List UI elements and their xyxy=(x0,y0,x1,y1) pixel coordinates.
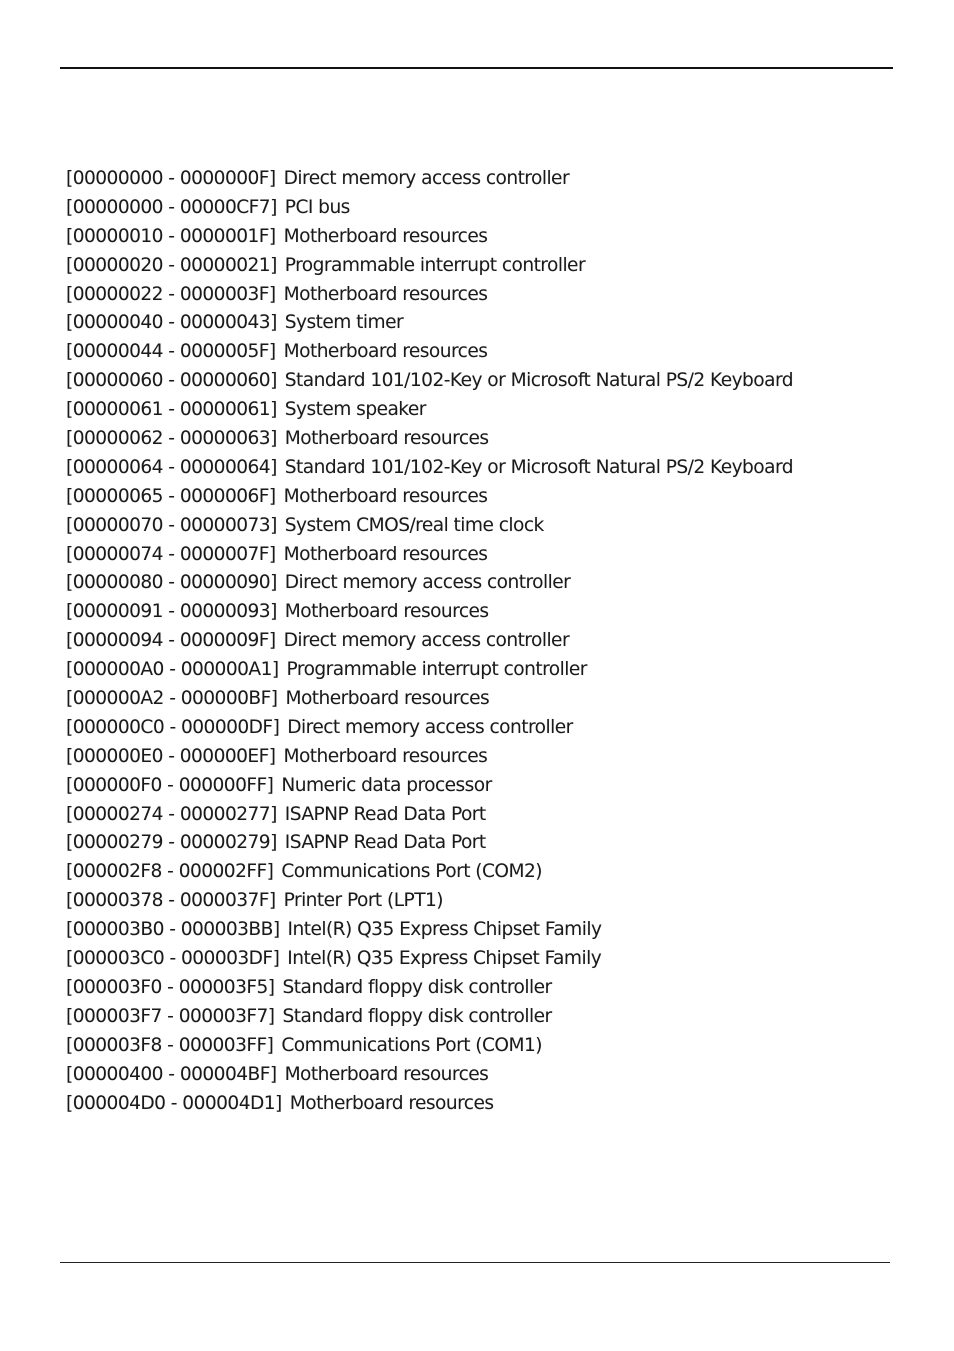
device-name: ISAPNP Read Data Port xyxy=(284,832,486,854)
device-name: PCI bus xyxy=(284,196,350,218)
device-name: Direct memory access controller xyxy=(283,168,570,189)
list-item xyxy=(66,281,826,310)
device-name: Motherboard resources xyxy=(283,543,488,565)
device-name: Motherboard resources xyxy=(284,1063,489,1085)
device-name: Communications Port (COM2) xyxy=(281,861,542,883)
list-item xyxy=(66,425,826,454)
list-item xyxy=(66,743,826,772)
device-name: Motherboard resources xyxy=(283,745,488,767)
list-item xyxy=(66,194,826,223)
address-range: [00000000 - 00000CF7] xyxy=(66,196,277,218)
address-range: [00000040 - 00000043] xyxy=(66,312,277,334)
list-item xyxy=(66,1032,826,1061)
list-item xyxy=(66,916,826,945)
device-name: System CMOS/real time clock xyxy=(284,514,544,536)
list-item xyxy=(66,367,826,396)
device-name: System speaker xyxy=(284,399,426,421)
device-name: Motherboard resources xyxy=(284,601,489,623)
list-item xyxy=(66,165,826,194)
device-name: Standard floppy disk controller xyxy=(282,976,552,998)
address-range: [00000044 - 0000005F] xyxy=(66,341,276,363)
address-range: [00000080 - 00000090] xyxy=(66,572,277,594)
device-name: System timer xyxy=(284,312,404,334)
list-item xyxy=(66,1061,826,1090)
list-item xyxy=(66,801,826,830)
address-range: [000004D0 - 000004D1] xyxy=(66,1092,282,1114)
list-item xyxy=(66,887,826,916)
address-range: [000000C0 - 000000DF] xyxy=(66,716,280,738)
list-item xyxy=(66,772,826,801)
list-item xyxy=(66,541,826,570)
device-name: Numeric data processor xyxy=(281,774,492,796)
address-range: [00000022 - 0000003F] xyxy=(66,283,276,305)
address-range: [00000000 - 0000000F] xyxy=(66,168,276,189)
list-item xyxy=(66,945,826,974)
list-item xyxy=(66,1003,826,1032)
list-item xyxy=(66,483,826,512)
list-item xyxy=(66,223,826,252)
address-range: [000003C0 - 000003DF] xyxy=(66,948,280,970)
address-range: [00000274 - 00000277] xyxy=(66,803,277,825)
list-item xyxy=(66,656,826,685)
device-name: Standard 101/102-Key or Microsoft Natural PS/2 Keyboard xyxy=(284,456,793,478)
device-name: Programmable interrupt controller xyxy=(284,254,586,276)
address-range: [00000070 - 00000073] xyxy=(66,514,277,536)
device-name: Direct memory access controller xyxy=(283,630,570,652)
address-range: [00000064 - 00000064] xyxy=(66,456,277,478)
device-name: ISAPNP Read Data Port xyxy=(284,803,486,825)
list-item xyxy=(66,829,826,858)
device-name: Motherboard resources xyxy=(285,688,490,710)
address-range: [00000065 - 0000006F] xyxy=(66,485,276,507)
address-range: [000003F7 - 000003F7] xyxy=(66,1005,275,1027)
list-item xyxy=(66,627,826,656)
header-rule xyxy=(60,67,893,69)
list-item xyxy=(66,396,826,425)
list-item xyxy=(66,512,826,541)
io-resource-list xyxy=(66,165,826,1118)
address-range: [00000060 - 00000060] xyxy=(66,370,277,392)
footer-rule xyxy=(60,1262,890,1263)
address-range: [000000A0 - 000000A1] xyxy=(66,659,279,681)
device-name: Direct memory access controller xyxy=(284,572,571,594)
address-range: [000003F8 - 000003FF] xyxy=(66,1034,274,1056)
list-item xyxy=(66,454,826,483)
address-range: [00000061 - 00000061] xyxy=(66,399,277,421)
device-name: Direct memory access controller xyxy=(287,716,573,738)
address-range: [00000020 - 00000021] xyxy=(66,254,277,276)
list-item xyxy=(66,974,826,1003)
address-range: [00000074 - 0000007F] xyxy=(66,543,276,565)
device-name: Motherboard resources xyxy=(283,225,488,247)
device-name: Communications Port (COM1) xyxy=(281,1034,542,1056)
device-name: Intel(R) Q35 Express Chipset Family xyxy=(287,919,602,941)
address-range: [000000A2 - 000000BF] xyxy=(66,688,278,710)
device-name: Standard 101/102-Key or Microsoft Natural PS/2 Keyboard xyxy=(284,370,793,392)
device-name: Printer Port (LPT1) xyxy=(283,890,443,912)
address-range: [00000091 - 00000093] xyxy=(66,601,277,623)
device-name: Motherboard resources xyxy=(283,485,488,507)
device-name: Standard floppy disk controller xyxy=(282,1005,552,1027)
address-range: [000000E0 - 000000EF] xyxy=(66,745,276,767)
device-name: Motherboard resources xyxy=(289,1092,494,1114)
device-name: Intel(R) Q35 Express Chipset Family xyxy=(287,948,602,970)
address-range: [000003B0 - 000003BB] xyxy=(66,919,280,941)
device-name: Motherboard resources xyxy=(283,283,488,305)
address-range: [00000279 - 00000279] xyxy=(66,832,277,854)
list-item xyxy=(66,309,826,338)
list-item xyxy=(66,685,826,714)
device-name: Motherboard resources xyxy=(283,341,488,363)
list-item xyxy=(66,569,826,598)
address-range: [00000094 - 0000009F] xyxy=(66,630,276,652)
list-item xyxy=(66,1090,826,1119)
address-range: [00000062 - 00000063] xyxy=(66,428,277,450)
list-item xyxy=(66,714,826,743)
list-item xyxy=(66,338,826,367)
address-range: [00000400 - 000004BF] xyxy=(66,1063,277,1085)
address-range: [000000F0 - 000000FF] xyxy=(66,774,274,796)
list-item xyxy=(66,598,826,627)
list-item xyxy=(66,252,826,281)
device-name: Motherboard resources xyxy=(284,428,489,450)
address-range: [00000010 - 0000001F] xyxy=(66,225,276,247)
device-name: Programmable interrupt controller xyxy=(286,659,587,681)
list-item xyxy=(66,858,826,887)
address-range: [000003F0 - 000003F5] xyxy=(66,976,275,998)
address-range: [00000378 - 0000037F] xyxy=(66,890,276,912)
address-range: [000002F8 - 000002FF] xyxy=(66,861,274,883)
